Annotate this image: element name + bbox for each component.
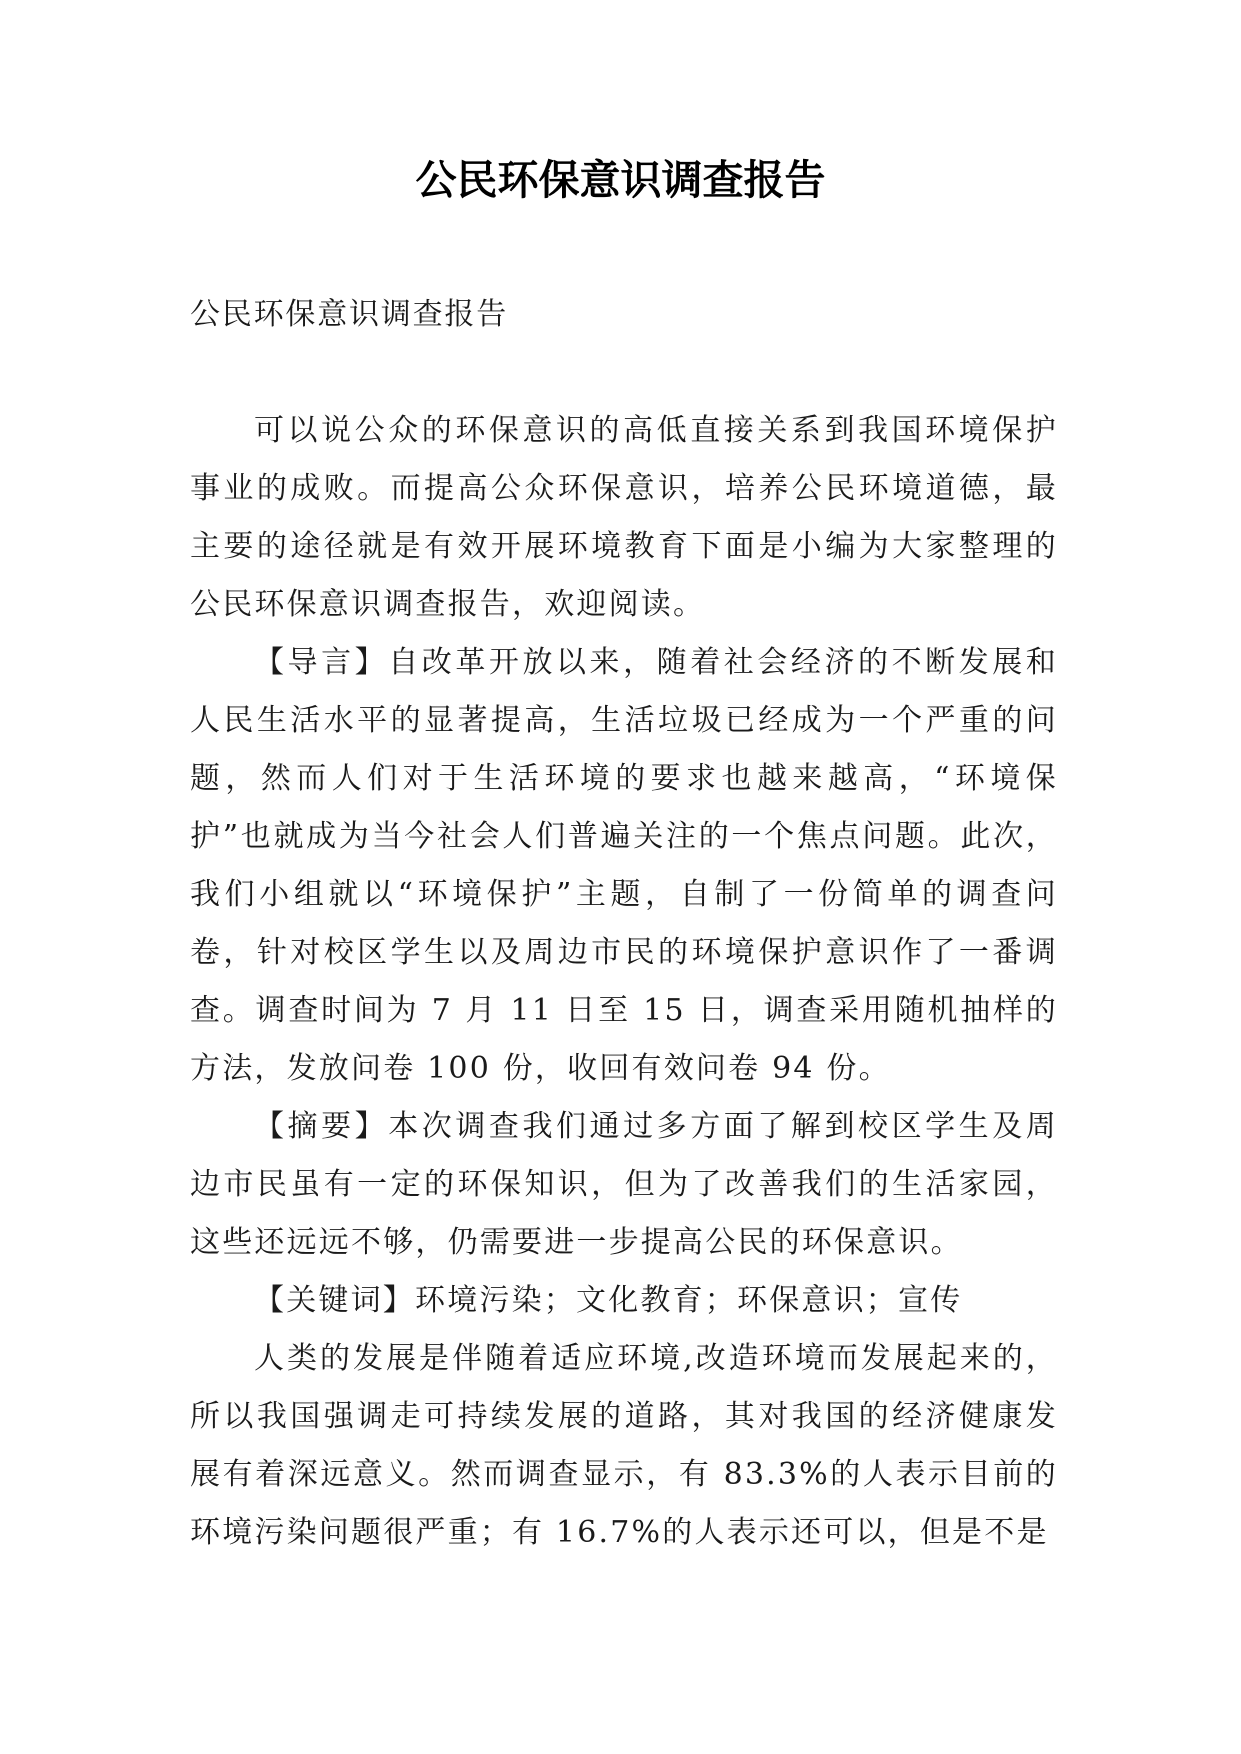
document-subtitle: 公民环保意识调查报告 xyxy=(190,297,508,332)
document-body xyxy=(190,286,1058,1562)
paragraph-body: 人类的发展是伴随着适应环境,改造环境而发展起来的，所以我国强调走可持续发展的道路，其对我国的经济健康发展有着深远意义。然而调查显示，有 83.3%的人表示目前的环境污染问题很严重；有 16.7%的人表示还可以，但是不是 xyxy=(190,1341,1058,1550)
paragraph-abstract: 【摘要】本次调查我们通过多方面了解到校区学生及周边市民虽有一定的环保知识，但为了改善我们的生活家园，这些还远远不够，仍需要进一步提高公民的环保意识。 xyxy=(190,1109,1058,1260)
paragraph-intro: 可以说公众的环保意识的高低直接关系到我国环境保护事业的成败。而提高公众环保意识，培养公民环境道德，最主要的途径就是有效开展环境教育下面是小编为大家整理的公民环保意识调查报告，欢迎阅读。 xyxy=(190,413,1058,622)
document-title: 公民环保意识调查报告 xyxy=(415,156,826,204)
paragraph-preface: 【导言】自改革开放以来，随着社会经济的不断发展和人民生活水平的显著提高，生活垃圾已经成为一个严重的问题，然而人们对于生活环境的要求也越来越高，“环境保护”也就成为当今社会人们普遍关注的一个焦点问题。此次，我们小组就以“环境保护”主题，自制了一份简单的调查问卷，针对校区学生以及周边市民的环境保护意识作了一番调查。调查时间为 7 月 11 日至 15 日，调查采用随机抽样的方法，发放问卷 100 份，收回有效问卷 94 份。 xyxy=(190,645,1058,1086)
paragraph-keywords: 【关键词】环境污染；文化教育；环保意识；宣传 xyxy=(254,1283,963,1318)
